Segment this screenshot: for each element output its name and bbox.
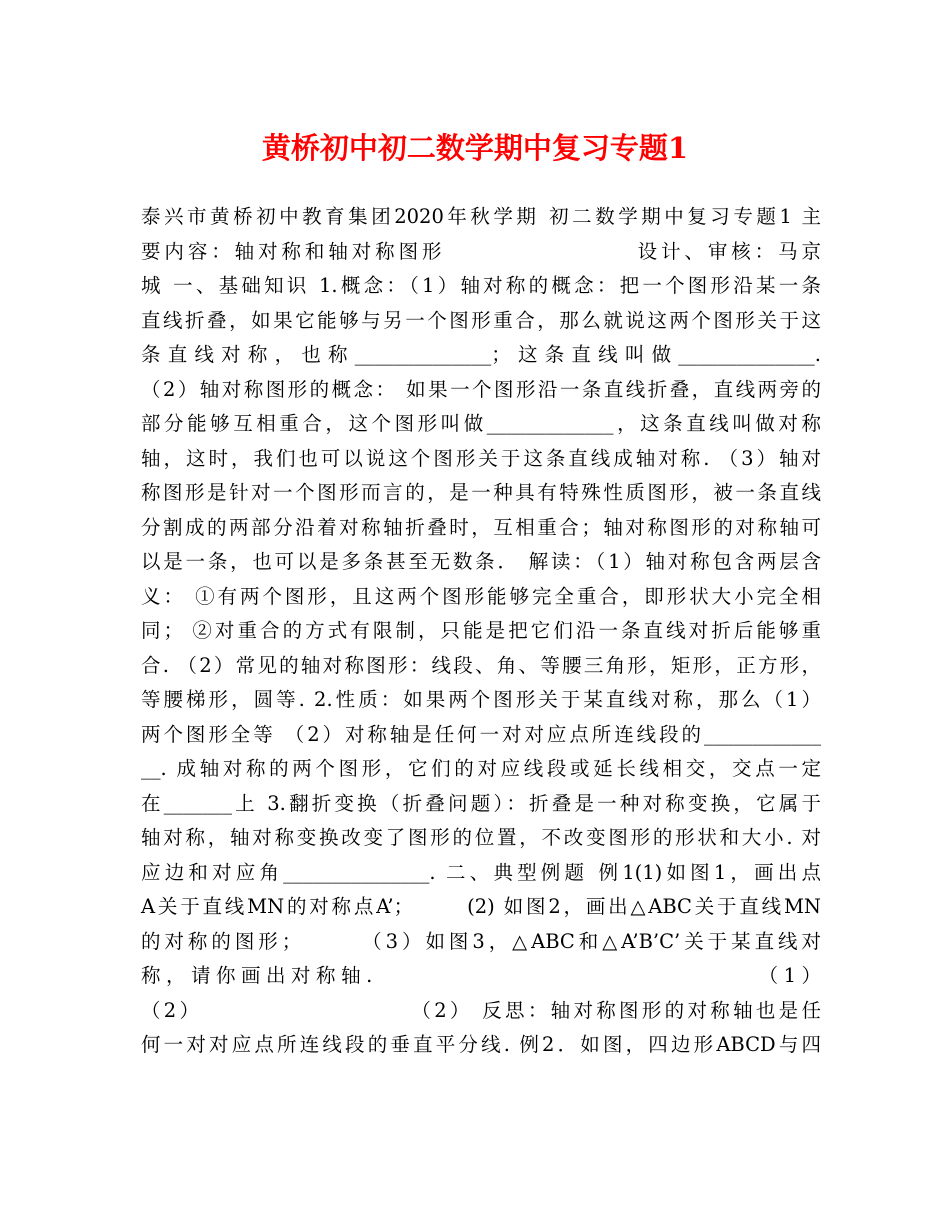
body-line: 条直线对称，也称______________；这条直线叫做______________.: [141, 343, 821, 366]
body-line: 以是一条，也可以是多条甚至无数条． 解读：（1）轴对称包含两层含: [141, 550, 821, 573]
body-line: 称图形是针对一个图形而言的，是一种具有特殊性质图形，被一条直线: [141, 481, 821, 504]
body-line: 何一对对应点所连线段的垂直平分线. 例2．如图，四边形ABCD与四: [141, 1033, 821, 1056]
body-line: 应边和对应角_______________. 二、典型例题 例1(1)如图1，画出点: [141, 860, 821, 884]
body-line: __. 成轴对称的两个图形，它们的对应线段或延长线相交，交点一定: [141, 757, 821, 780]
body-line: 要内容：轴对称和轴对称图形 设计、审核：马京: [141, 239, 821, 263]
body-line: 两个图形全等 （2）对称轴是任何一对对应点所连线段的____________: [141, 722, 821, 746]
body-line: 合. （2）常见的轴对称图形：线段、角、等腰三角形，矩形，正方形，: [141, 653, 821, 677]
body-line: A关于直线MN的对称点A’； (2) 如图2，画出△ABC关于直线MN: [141, 895, 821, 918]
body-line: 分割成的两部分沿着对称轴折叠时，互相重合；轴对称图形的对称轴可: [141, 515, 821, 539]
body-line: 轴，这时，我们也可以说这个图形关于这条直线成轴对称. （3）轴对: [141, 446, 821, 470]
body-line: 轴对称，轴对称变换改变了图形的位置，不改变图形的形状和大小. 对: [141, 826, 821, 849]
body-line: 义： ①有两个图形，且这两个图形能够完全重合，即形状大小完全相: [141, 584, 821, 608]
body-line: 泰兴市黄桥初中教育集团2020年秋学期 初二数学期中复习专题1 主: [141, 205, 821, 228]
body-line: 部分能够互相重合，这个图形叫做_____________，这条直线叫做对称: [141, 412, 821, 435]
document-title: 黄桥初中初二数学期中复习专题1: [261, 131, 689, 165]
body-line: （2）轴对称图形的概念： 如果一个图形沿一条直线折叠，直线两旁的: [141, 377, 821, 401]
body-line: 直线折叠，如果它能够与另一个图形重合，那么就说这两个图形关于这: [141, 308, 821, 332]
body-line: 在_______上 3.翻折变换（折叠问题）：折叠是一种对称变换，它属于: [141, 791, 821, 815]
body-line: （2） （2） 反思：轴对称图形的对称轴也是任: [141, 998, 821, 1022]
body-line: 城 一、基础知识 1.概念：（1）轴对称的概念：把一个图形沿某一条: [141, 274, 821, 297]
body-line: 的对称的图形； （3）如图3，△ABC和△A’B’C’关于某直线对: [141, 929, 821, 953]
document-body: [141, 200, 821, 1063]
body-line: 同； ②对重合的方式有限制，只能是把它们沿一条直线对折后能够重: [141, 619, 821, 642]
body-line: 等腰梯形，圆等. 2.性质：如果两个图形关于某直线对称，那么（1）: [141, 688, 821, 711]
body-line: 称，请你画出对称轴. （1）: [141, 964, 821, 987]
